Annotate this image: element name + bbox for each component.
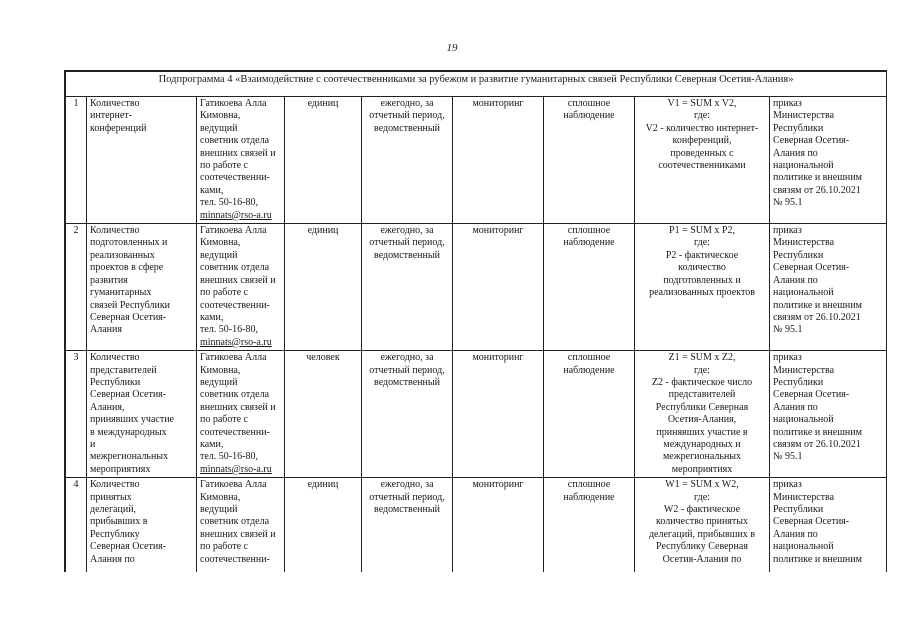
row-number-text: 2	[73, 225, 79, 237]
collection-method	[453, 97, 544, 224]
observation-type	[544, 478, 635, 572]
legal-basis	[770, 351, 887, 478]
observation-type	[544, 224, 635, 351]
subprogram-title: Подпрограмма 4 «Взаимодействие с соотечественниками за рубежом и развитие гуманитарных связей Республики Северная Осетия-Алания»	[66, 72, 887, 97]
responsible-person	[197, 97, 285, 224]
responsible-person-text: Гатикоева Алла Кимовна, ведущий советник отдела внешних связей и по работе с соотечественни- ками, тел. 50-16-80,	[200, 98, 276, 209]
observation-type-text: сплошное наблюдение	[563, 225, 615, 249]
collection-method	[453, 351, 544, 478]
legal-basis	[770, 478, 887, 572]
table-row	[66, 97, 887, 224]
row-number-text: 3	[73, 352, 79, 364]
periodicity-text: ежегодно, за отчетный период, ведомственный	[369, 225, 445, 261]
unit-of-measure	[285, 97, 362, 224]
collection-method	[453, 224, 544, 351]
calculation-formula-text: V1 = SUM x V2, где: V2 - количество интернет- конференций, проведенных с соотечественниками	[645, 98, 759, 172]
indicator-name	[87, 351, 197, 478]
indicator-name-text: Количество интернет- конференций	[90, 98, 147, 134]
row-number	[66, 97, 87, 224]
page-number: 19	[446, 42, 458, 54]
responsible-person-text: Гатикоева Алла Кимовна, ведущий советник отдела внешних связей и по работе с соотечественни- ками, тел. 50-16-80,	[200, 225, 276, 336]
legal-basis-text: приказ Министерства Республики Северная Осетия- Алания по национальной политике и внешним	[773, 479, 862, 565]
responsible-person-text: Гатикоева Алла Кимовна, ведущий советник отдела внешних связей и по работе с соотечественни- ками, тел. 50-16-80,	[200, 352, 276, 463]
subprogram-title-row	[66, 72, 887, 97]
row-number-text: 1	[73, 98, 79, 109]
unit-of-measure-text: единиц	[307, 225, 339, 237]
periodicity-text: ежегодно, за отчетный период, ведомственный	[369, 352, 445, 388]
responsible-person	[197, 478, 285, 572]
row-number	[66, 351, 87, 478]
legal-basis	[770, 224, 887, 351]
periodicity-text: ежегодно, за отчетный период, ведомственный	[369, 98, 445, 134]
calculation-formula	[635, 351, 770, 478]
indicator-name	[87, 97, 197, 224]
legal-basis-text: приказ Министерства Республики Северная Осетия- Алания по национальной политике и внешним связям от 26.10.2021 № 95.1	[773, 98, 862, 209]
row-number-text: 4	[73, 479, 79, 491]
unit-of-measure-text: человек	[306, 352, 340, 364]
unit-of-measure	[285, 351, 362, 478]
observation-type-text: сплошное наблюдение	[563, 352, 615, 376]
row-number	[66, 478, 87, 572]
table-row	[66, 224, 887, 351]
legal-basis-text: приказ Министерства Республики Северная Осетия- Алания по национальной политике и внешним связям от 26.10.2021 № 95.1	[773, 225, 862, 336]
observation-type	[544, 351, 635, 478]
indicator-name-text: Количество принятых делегаций, прибывших в Республику Северная Осетия- Алания по	[90, 479, 167, 565]
calculation-formula-text: W1 = SUM x W2, где: W2 - фактическое количество принятых делегаций, прибывших в Республику Северная Осетия-Алания по	[648, 479, 756, 565]
indicator-name-text: Количество подготовленных и реализованных проектов в сфере развития гуманитарных связей Республики Северная Осетия- Алания	[90, 225, 171, 336]
periodicity	[362, 97, 453, 224]
legal-basis	[770, 97, 887, 224]
calculation-formula	[635, 97, 770, 224]
indicator-table	[65, 71, 887, 572]
indicator-name	[87, 478, 197, 572]
responsible-person-text: Гатикоева Алла Кимовна, ведущий советник отдела внешних связей и по работе с соотечественни-	[200, 479, 276, 565]
legal-basis-text: приказ Министерства Республики Северная Осетия- Алания по национальной политике и внешним связям от 26.10.2021 № 95.1	[773, 352, 862, 463]
row-number	[66, 224, 87, 351]
table-row	[66, 351, 887, 478]
calculation-formula-text: P1 = SUM x P2, где: P2 - фактическое количество подготовленных и реализованных проектов	[649, 225, 755, 299]
collection-method-text: мониторинг	[472, 225, 524, 237]
unit-of-measure-text: единиц	[307, 479, 339, 491]
indicator-name-text: Количество представителей Республики Северная Осетия- Алания, принявших участие в международных и межрегиональных мероприятиях	[90, 352, 174, 475]
periodicity	[362, 478, 453, 572]
observation-type-text: сплошное наблюдение	[563, 98, 615, 122]
unit-of-measure-text: единиц	[307, 98, 339, 109]
calculation-formula-text: Z1 = SUM x Z2, где: Z2 - фактическое число представителей Республики Северная Осетия-Алания, принявших участие в международных и межрегиональных мероприятиях	[651, 352, 753, 475]
collection-method-text: мониторинг	[472, 479, 524, 491]
observation-type-text: сплошное наблюдение	[563, 479, 615, 503]
responsible-person	[197, 351, 285, 478]
unit-of-measure	[285, 224, 362, 351]
calculation-formula	[635, 478, 770, 572]
unit-of-measure	[285, 478, 362, 572]
periodicity-text: ежегодно, за отчетный период, ведомственный	[369, 479, 445, 515]
indicator-name	[87, 224, 197, 351]
contact-email: minnats@rso-a.ru	[200, 336, 272, 348]
collection-method-text: мониторинг	[472, 98, 524, 109]
contact-email: minnats@rso-a.ru	[200, 463, 272, 475]
indicator-table-sheet	[64, 70, 887, 572]
collection-method-text: мониторинг	[472, 352, 524, 364]
observation-type	[544, 97, 635, 224]
contact-email: minnats@rso-a.ru	[200, 209, 272, 221]
collection-method	[453, 478, 544, 572]
responsible-person	[197, 224, 285, 351]
calculation-formula	[635, 224, 770, 351]
periodicity	[362, 351, 453, 478]
periodicity	[362, 224, 453, 351]
table-row	[66, 478, 887, 572]
